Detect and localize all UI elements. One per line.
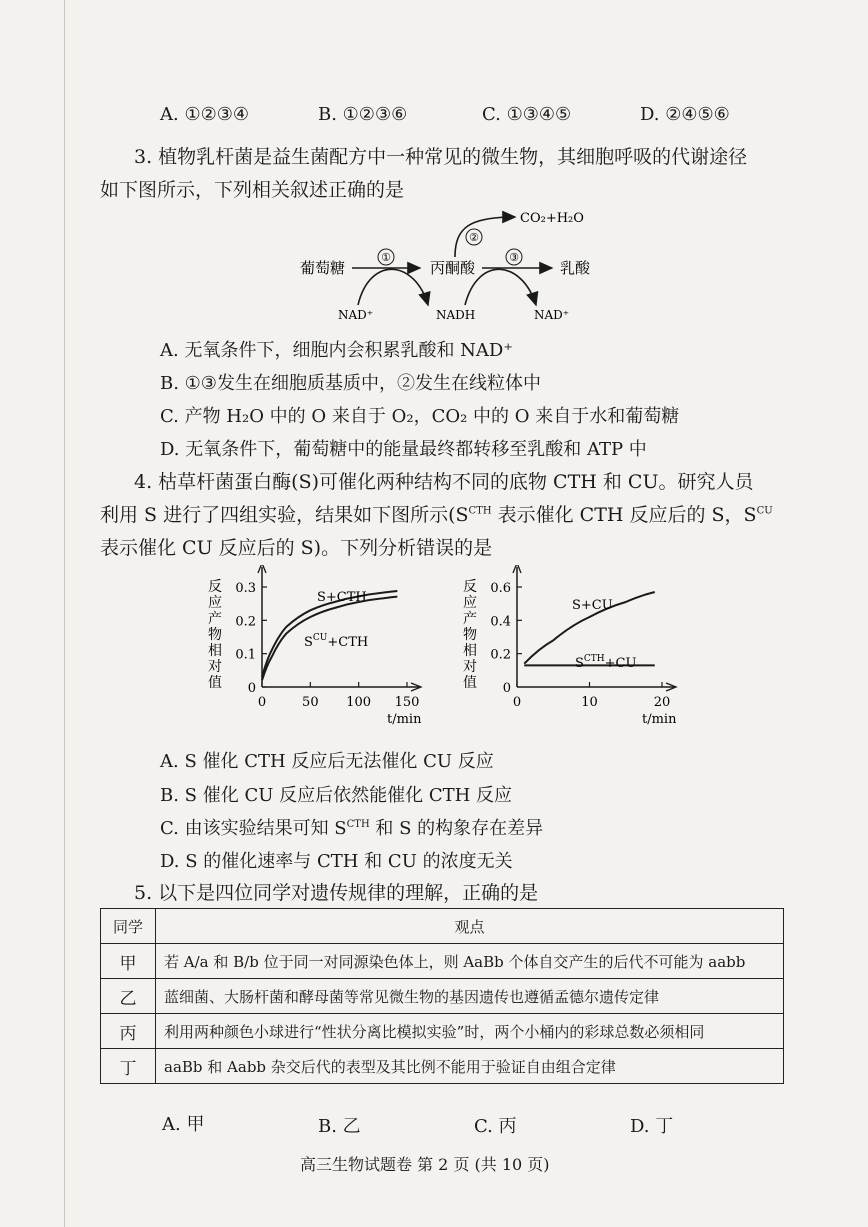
q3-option-a: A. 无氧条件下，细胞内会积累乳酸和 NAD⁺ [160, 340, 513, 361]
y-tick-label: 0.3 [235, 581, 256, 596]
q3-option-d: D. 无氧条件下，葡萄糖中的能量最终都转移至乳酸和 ATP 中 [160, 439, 647, 460]
row-viewpoint: 利用两种颜色小球进行“性状分离比模拟实验”时，两个小桶内的彩球总数必须相同 [156, 1014, 784, 1049]
step2-arrow [455, 217, 515, 257]
row-viewpoint: 蓝细菌、大肠杆菌和酵母菌等常见微生物的基因遗传也遵循孟德尔遗传定律 [156, 979, 784, 1014]
series-label: $S^{CTH}+CU$ [575, 654, 637, 671]
y-tick-label: 0 [247, 681, 256, 696]
y-axis-label-char: 应 [208, 595, 222, 611]
q2-option-b: B. ①②③⑥ [318, 104, 408, 125]
x-axis-label: t/min [387, 712, 422, 727]
nadh-to-nad-arrow [465, 269, 536, 305]
q5-option-d: D. 丁 [630, 1116, 674, 1137]
row-student: 甲 [101, 944, 156, 979]
y-axis-label-char: 产 [463, 611, 477, 627]
y-axis-label-char: 产 [208, 611, 222, 627]
y-tick-label: 0.4 [490, 614, 511, 630]
pyruvate-label: 丙酮酸 [430, 259, 476, 277]
x-axis-label: t/min [642, 712, 677, 727]
q3-option-c: C. 产物 H₂O 中的 O 来自于 O₂，CO₂ 中的 O 来自于水和葡萄糖 [160, 406, 680, 427]
x-tick-label: 50 [302, 695, 319, 710]
y-tick-label: 0 [502, 681, 511, 696]
y-axis-label-char: 相 [208, 643, 222, 659]
y-axis-label-char: 应 [463, 595, 477, 611]
q4-stem-line2: 利用 S 进行了四组实验，结果如下图所示($S^{CTH}$ 表示催化 CTH 反应后的 S，$S^{CU}$ [100, 504, 773, 526]
step1-label: ① [381, 251, 391, 264]
chart-right [455, 565, 680, 740]
q2-option-d: D. ②④⑤⑥ [640, 104, 730, 125]
lactate-label: 乳酸 [560, 259, 591, 277]
row-student: 丁 [101, 1049, 156, 1084]
q4-stem-line3: 表示催化 CU 反应后的 S)。下列分析错误的是 [100, 537, 493, 559]
series-label: $S^{CU}+CTH$ [304, 633, 369, 650]
q5-option-a: A. 甲 [162, 1114, 205, 1135]
q4-option-b: B. S 催化 CU 反应后依然能催化 CTH 反应 [160, 785, 513, 806]
table-header-row [101, 909, 784, 944]
row-student: 丙 [101, 1014, 156, 1049]
y-axis-label-char: 物 [208, 627, 222, 643]
q5-stem: 5. 以下是四位同学对遗传规律的理解，正确的是 [134, 882, 539, 904]
y-tick-label: 0.6 [490, 581, 511, 596]
q3-stem-line2: 如下图所示，下列相关叙述正确的是 [100, 179, 405, 201]
co2-h2o-label: CO₂+H₂O [520, 211, 584, 226]
series-label: S+CU [572, 598, 613, 613]
y-axis-label-char: 物 [463, 627, 477, 643]
step3-label: ③ [509, 251, 519, 264]
x-tick-label: 100 [346, 695, 372, 710]
binding-margin-line [64, 0, 65, 1227]
metabolic-pathway-diagram [290, 205, 630, 325]
series-label: S+CTH [317, 590, 367, 605]
q5-option-b: B. 乙 [318, 1116, 361, 1137]
y-axis-label-char: 对 [208, 659, 222, 675]
header-student: 同学 [101, 909, 156, 944]
row-viewpoint: 若 A/a 和 B/b 位于同一对同源染色体上，则 AaBb 个体自交产生的后代不可能为 aabb [156, 944, 784, 979]
y-axis-label-char: 相 [463, 643, 477, 659]
viewpoints-table [100, 908, 784, 1084]
q2-option-a: A. ①②③④ [160, 104, 249, 125]
chart-left [200, 565, 425, 740]
row-viewpoint: aaBb 和 Aabb 杂交后代的表型及其比例不能用于验证自由组合定律 [156, 1049, 784, 1084]
q5-option-c: C. 丙 [474, 1116, 517, 1137]
x-tick-label: 10 [581, 695, 598, 710]
y-tick-label: 0.2 [235, 614, 256, 630]
x-tick-label: 20 [653, 695, 671, 710]
table-row [101, 1049, 784, 1084]
q2-option-c: C. ①③④⑤ [482, 104, 572, 125]
x-tick-label: 150 [394, 695, 420, 710]
table-row [101, 1014, 784, 1049]
step2-label: ② [469, 231, 479, 244]
q3-stem-line1: 3. 植物乳杆菌是益生菌配方中一种常见的微生物，其细胞呼吸的代谢途径 [134, 146, 748, 168]
y-axis-label-char: 值 [463, 675, 477, 691]
table-row [101, 979, 784, 1014]
x-tick-label: 0 [512, 695, 522, 710]
q3-option-b: B. ①③发生在细胞质基质中，②发生在线粒体中 [160, 373, 541, 394]
x-tick-label: 0 [257, 695, 267, 710]
y-axis-label-char: 值 [208, 675, 222, 691]
q4-option-a: A. S 催化 CTH 反应后无法催化 CU 反应 [160, 751, 494, 772]
q4-stem-line1: 4. 枯草杆菌蛋白酶(S)可催化两种结构不同的底物 CTH 和 CU。研究人员 [134, 471, 754, 493]
y-axis-label-char: 反 [463, 579, 477, 595]
q4-option-c: C. 由该实验结果可知 $S^{CTH}$ 和 S 的构象存在差异 [160, 818, 544, 839]
q4-option-d: D. S 的催化速率与 CTH 和 CU 的浓度无关 [160, 851, 513, 872]
nadh-label: NADH [436, 308, 476, 322]
page-footer: 高三生物试题卷 第 2 页 (共 10 页) [300, 1155, 550, 1174]
row-student: 乙 [101, 979, 156, 1014]
y-tick-label: 0.2 [490, 647, 511, 663]
nad-plus-label-1: NAD⁺ [338, 308, 374, 322]
y-tick-label: 0.1 [235, 647, 256, 663]
y-axis-label-char: 反 [208, 579, 222, 595]
y-axis-label-char: 对 [463, 659, 477, 675]
nad-plus-label-2: NAD⁺ [534, 308, 570, 322]
table-row [101, 944, 784, 979]
header-viewpoint: 观点 [156, 909, 784, 944]
nad-to-nadh-arrow [358, 269, 428, 305]
glucose-label: 葡萄糖 [300, 259, 346, 277]
